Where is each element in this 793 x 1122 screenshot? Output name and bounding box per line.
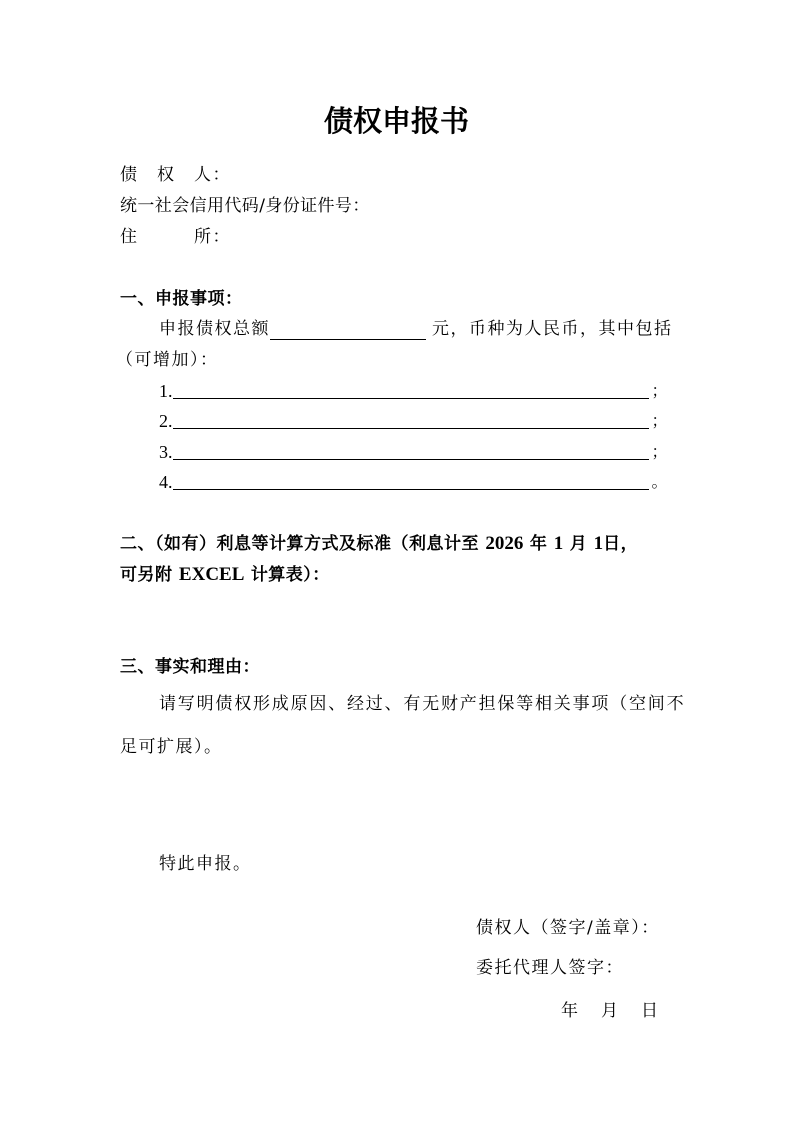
claim-item-number: 1. xyxy=(159,381,173,401)
creditor-label: 债 权 人： xyxy=(120,165,231,185)
signature-date: 年 月 日 xyxy=(561,1001,661,1021)
interest-year: 2026 xyxy=(485,533,524,554)
document-title: 债权申报书 xyxy=(323,104,469,138)
claim-item-field[interactable] xyxy=(173,442,649,460)
total-amount-field[interactable] xyxy=(270,322,426,340)
interest-year-unit: 年 xyxy=(529,534,548,554)
section2-heading-line2 xyxy=(120,564,330,586)
interest-month-unit: 月 xyxy=(569,534,588,554)
claim-item-field[interactable] xyxy=(173,472,649,490)
claim-item-number: 3. xyxy=(159,442,173,462)
claim-item-field[interactable] xyxy=(173,381,649,399)
section2-line2-suffix: 计算表）： xyxy=(250,565,330,585)
creditor-signature-label: 债权人（签字/盖章）： xyxy=(476,918,660,938)
section2-heading-line1 xyxy=(120,533,638,555)
credit-code-label: 统一社会信用代码/身份证件号： xyxy=(120,196,370,216)
total-amount-prefix: 申报债权总额 xyxy=(159,319,270,339)
section2-line2-prefix: 可另附 xyxy=(120,565,173,585)
interest-month: 1 xyxy=(553,533,564,554)
claim-item-end: ； xyxy=(651,381,668,400)
agent-signature-label: 委托代理人签字： xyxy=(476,958,624,978)
interest-day: 1 xyxy=(593,533,604,554)
claim-item-number: 2. xyxy=(159,411,173,431)
claim-item-field[interactable] xyxy=(173,411,649,429)
claim-item-row xyxy=(159,380,668,402)
closing-statement: 特此申报。 xyxy=(159,854,252,874)
section3-heading: 三、事实和理由： xyxy=(120,657,260,677)
claim-item-row xyxy=(159,410,668,432)
total-amount-row xyxy=(159,318,673,340)
interest-day-unit: 日， xyxy=(603,534,639,554)
claim-item-end: ； xyxy=(651,411,668,430)
claim-item-row xyxy=(159,441,668,463)
total-amount-suffix: 元，币种为人民币，其中包括 xyxy=(432,319,673,339)
address-label: 住 所： xyxy=(120,227,231,247)
excel-label: EXCEL xyxy=(178,564,245,585)
claim-item-end: 。 xyxy=(651,472,668,491)
section3-body-line1: 请写明债权形成原因、经过、有无财产担保等相关事项（空间不 xyxy=(159,694,686,714)
section1-heading: 一、申报事项： xyxy=(120,289,243,309)
section2-heading-text: 二、（如有）利息等计算方式及标准（利息计至 xyxy=(120,534,479,554)
section1-continuation: （可增加）： xyxy=(116,350,219,370)
section3-body-line2: 足可扩展）。 xyxy=(120,737,223,757)
claim-item-row xyxy=(159,471,668,493)
claim-item-number: 4. xyxy=(159,472,173,492)
claim-item-end: ； xyxy=(651,442,668,461)
